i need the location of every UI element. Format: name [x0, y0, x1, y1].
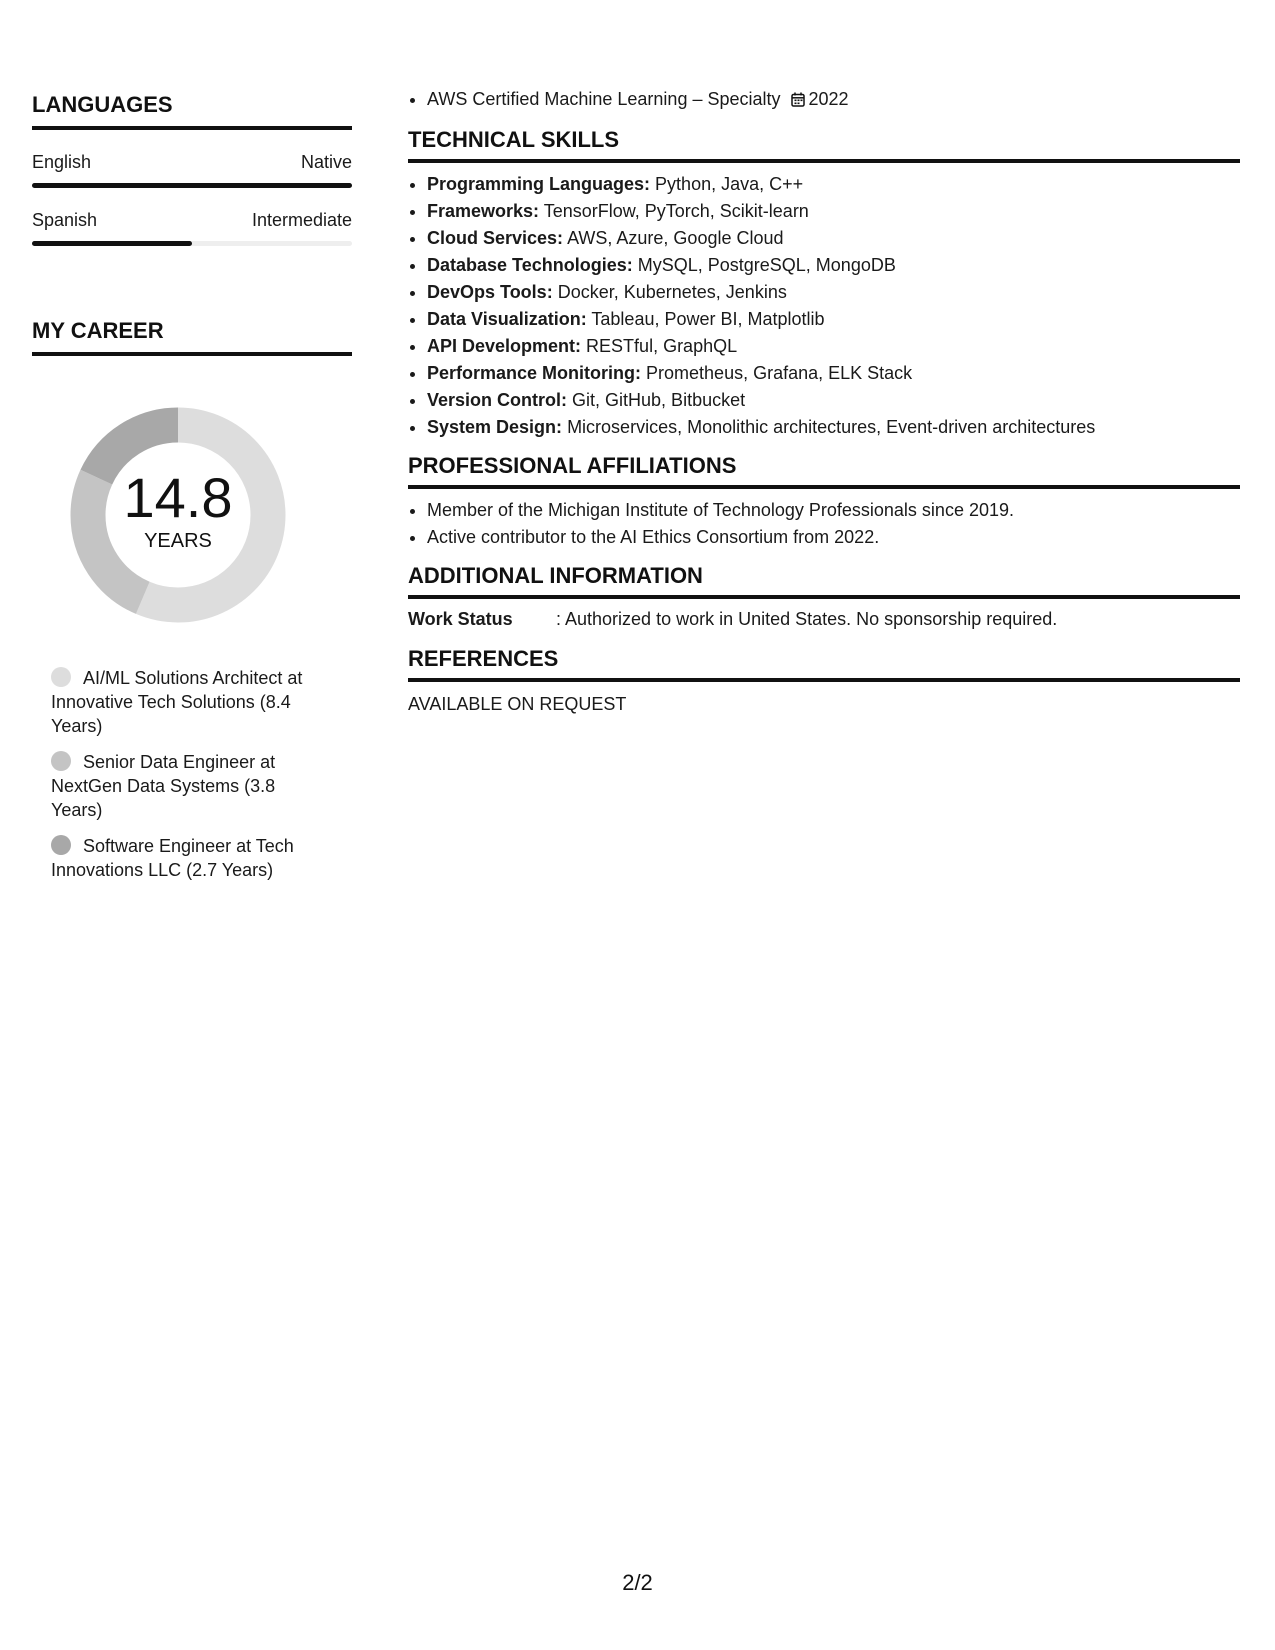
skill-label: API Development:: [427, 336, 582, 356]
affiliation-item: • Member of the Michigan Institute of Technology Professionals since 2019.: [427, 497, 1240, 524]
left-column: [32, 92, 352, 894]
skill-value: RESTful, GraphQL: [586, 336, 738, 356]
skill-label: Cloud Services:: [427, 228, 564, 248]
skill-value: MySQL, PostgreSQL, MongoDB: [637, 255, 896, 275]
career-total-years: 14.8: [123, 465, 233, 529]
language-level: Native: [300, 152, 352, 172]
calendar-icon: [791, 92, 805, 107]
languages-heading: LANGUAGES: [32, 92, 352, 130]
language-name: English: [32, 152, 92, 172]
skill-label: Version Control:: [427, 390, 568, 410]
skill-label: Programming Languages:: [427, 174, 651, 194]
skill-item: [427, 198, 1240, 225]
skill-item: [427, 414, 1240, 441]
technical-skills-heading: TECHNICAL SKILLS: [408, 127, 1240, 163]
career-legend: [51, 666, 331, 882]
skill-item: [427, 387, 1240, 414]
technical-skills-list: [408, 171, 1240, 441]
legend-label: AI/ML Solutions Architect at Innovative Tech Solutions (8.4 Years): [51, 668, 303, 736]
language-item-english: [32, 152, 352, 188]
skill-value: TensorFlow, PyTorch, Scikit-learn: [543, 201, 809, 221]
work-status-value: : Authorized to work in United States. No sponsorship required.: [556, 609, 1058, 629]
work-status-label: Work Status: [408, 609, 513, 629]
career-donut-chart: [63, 400, 293, 630]
legend-dot: [51, 835, 71, 855]
language-proficiency-fill: [32, 241, 192, 246]
skill-value: Microservices, Monolithic architectures, Event-driven architectures: [567, 417, 1096, 437]
legend-dot: [51, 751, 71, 771]
language-proficiency-fill: [32, 183, 352, 188]
references-heading: REFERENCES: [408, 646, 1240, 682]
legend-label: Software Engineer at Tech Innovations LLC (2.7 Years): [51, 836, 294, 880]
certification-name: AWS Certified Machine Learning – Specialty: [427, 89, 781, 109]
skill-item: [427, 279, 1240, 306]
affiliations-list: [408, 497, 1240, 551]
skill-label: Performance Monitoring:: [427, 363, 642, 383]
skill-label: Frameworks:: [427, 201, 540, 221]
career-total-unit: YEARS: [144, 529, 212, 552]
additional-info-section: [408, 563, 1240, 630]
legend-item: [51, 750, 331, 822]
skill-value: Prometheus, Grafana, ELK Stack: [646, 363, 913, 383]
legend-dot: [51, 667, 71, 687]
skill-item: [427, 333, 1240, 360]
skill-item: [427, 225, 1240, 252]
certifications-list: [408, 86, 1240, 113]
affiliations-heading: PROFESSIONAL AFFILIATIONS: [408, 453, 1240, 489]
right-column: [408, 78, 1240, 715]
technical-skills-section: [408, 127, 1240, 441]
language-proficiency-bar: [32, 183, 352, 188]
language-proficiency-bar: [32, 241, 352, 246]
skill-label: Database Technologies:: [427, 255, 633, 275]
skill-label: DevOps Tools:: [427, 282, 553, 302]
legend-item: [51, 834, 331, 882]
legend-label: Senior Data Engineer at NextGen Data Systems (3.8 Years): [51, 752, 276, 820]
language-item-spanish: [32, 210, 352, 246]
legend-item: [51, 666, 331, 738]
skill-item: [427, 252, 1240, 279]
page-number: 2/2: [622, 1570, 653, 1595]
language-name: Spanish: [32, 210, 98, 230]
skill-item: [427, 360, 1240, 387]
career-heading: MY CAREER: [32, 318, 352, 356]
donut-center: [63, 400, 293, 630]
skill-value: Docker, Kubernetes, Jenkins: [557, 282, 787, 302]
certification-year: 2022: [808, 89, 849, 109]
references-text: AVAILABLE ON REQUEST: [408, 694, 627, 714]
skill-item: [427, 306, 1240, 333]
skill-value: AWS, Azure, Google Cloud: [567, 228, 784, 248]
additional-info-heading: ADDITIONAL INFORMATION: [408, 563, 1240, 599]
work-status-row: [408, 609, 1240, 630]
skill-value: Python, Java, C++: [655, 174, 804, 194]
affiliation-item: • Active contributor to the AI Ethics Consortium from 2022.: [427, 524, 1240, 551]
skill-label: Data Visualization:: [427, 309, 587, 329]
affiliations-section: [408, 453, 1240, 551]
skill-label: System Design:: [427, 417, 563, 437]
certification-item: [427, 86, 1240, 113]
skill-item: [427, 171, 1240, 198]
references-section: [408, 646, 1240, 715]
skill-value: Git, GitHub, Bitbucket: [572, 390, 746, 410]
language-level: Intermediate: [251, 210, 352, 230]
skill-value: Tableau, Power BI, Matplotlib: [591, 309, 825, 329]
